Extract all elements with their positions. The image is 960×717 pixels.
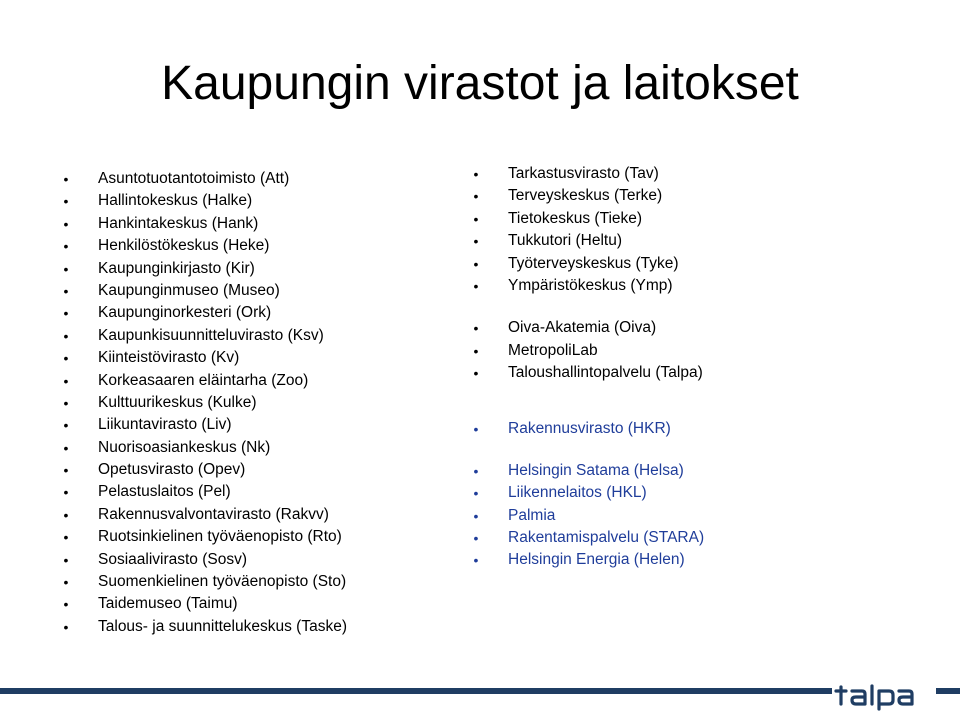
bullet-icon: • [63,238,69,255]
list-item: • Oiva-Akatemia (Oiva) [470,317,704,339]
bullet-icon: • [473,342,479,359]
bullet-icon: • [63,506,69,523]
bullet-icon: • [63,439,69,456]
bullet-icon: • [63,618,69,635]
list-item: • Palmia [470,505,704,527]
bullet-icon: • [473,277,479,294]
bullet-icon: • [63,551,69,568]
left-list [60,168,347,638]
list-item: • Sosiaalivirasto (Sosv) [60,549,347,571]
bullet-icon: • [473,188,479,205]
bullet-icon: • [473,365,479,382]
bullet-icon: • [63,394,69,411]
bullet-icon: • [63,596,69,613]
bullet-icon: • [63,215,69,232]
list-item: • Taloushallintopalvelu (Talpa) [470,362,704,384]
list-item: • Kaupunginmuseo (Museo) [60,280,347,302]
bullet-icon: • [63,484,69,501]
bullet-icon: • [63,193,69,210]
list-item: • Kaupunginkirjasto (Kir) [60,258,347,280]
list-item: • Rakentamispalvelu (STARA) [470,527,704,549]
bullet-icon: • [473,210,479,227]
list-item: • Helsingin Energia (Helen) [470,549,704,571]
list-item: • Rakennusvalvontavirasto (Rakvv) [60,504,347,526]
list-item: • Kiinteistövirasto (Kv) [60,347,347,369]
list-item: • Henkilöstökeskus (Heke) [60,235,347,257]
list-item: • Asuntotuotantotoimisto (Att) [60,168,347,190]
list-item: • Tarkastusvirasto (Tav) [470,163,704,185]
page-title: Kaupungin virastot ja laitokset [161,57,799,110]
bullet-icon: • [63,260,69,277]
bullet-icon: • [473,462,479,479]
list-item: • Korkeasaaren eläintarha (Zoo) [60,370,347,392]
bullet-icon: • [63,372,69,389]
list-item: • Kaupunginorkesteri (Ork) [60,302,347,324]
list-item: • Nuorisoasiankeskus (Nk) [60,437,347,459]
list-item: • Hankintakeskus (Hank) [60,213,347,235]
bullet-icon: • [473,507,479,524]
list-item: • Liikuntavirasto (Liv) [60,414,347,436]
bullet-icon: • [473,320,479,337]
bullet-icon: • [63,574,69,591]
list-item: • Talous- ja suunnittelukeskus (Taske) [60,616,347,638]
bullet-icon: • [63,462,69,479]
bullet-icon: • [63,282,69,299]
list-item: • Helsingin Satama (Helsa) [470,460,704,482]
bullet-icon: • [63,350,69,367]
list-item: • Kaupunkisuunnitteluvirasto (Ksv) [60,325,347,347]
list-item: • MetropoliLab [470,340,704,362]
bullet-icon: • [63,529,69,546]
list-item: • Ruotsinkielinen työväenopisto (Rto) [60,526,347,548]
list-item: • Tietokeskus (Tieke) [470,208,704,230]
list-item: • Kulttuurikeskus (Kulke) [60,392,347,414]
bullet-icon: • [473,233,479,250]
list-item: • Rakennusvirasto (HKR) [470,418,704,440]
bullet-icon: • [473,166,479,182]
footer-band [0,688,960,694]
bullet-icon: • [473,255,479,272]
list-item: • Liikennelaitos (HKL) [470,482,704,504]
bullet-icon: • [63,305,69,322]
bullet-icon: • [63,417,69,434]
bullet-icon: • [63,171,69,187]
list-item: • Työterveyskeskus (Tyke) [470,253,704,275]
list-item: • Hallintokeskus (Halke) [60,190,347,212]
bullet-icon: • [473,420,479,437]
list-item: • Tukkutori (Heltu) [470,230,704,252]
list-item: • Terveyskeskus (Terke) [470,185,704,207]
list-item: • Pelastuslaitos (Pel) [60,481,347,503]
bullet-icon: • [63,327,69,344]
bullet-icon: • [473,552,479,569]
right-list [470,163,704,572]
bullet-icon: • [473,485,479,502]
list-item: • Ympäristökeskus (Ymp) [470,275,704,297]
list-item: • Taidemuseo (Taimu) [60,593,347,615]
list-item: • Suomenkielinen työväenopisto (Sto) [60,571,347,593]
bullet-icon: • [473,530,479,547]
list-item: • Opetusvirasto (Opev) [60,459,347,481]
talpa-logo-icon [832,676,936,717]
